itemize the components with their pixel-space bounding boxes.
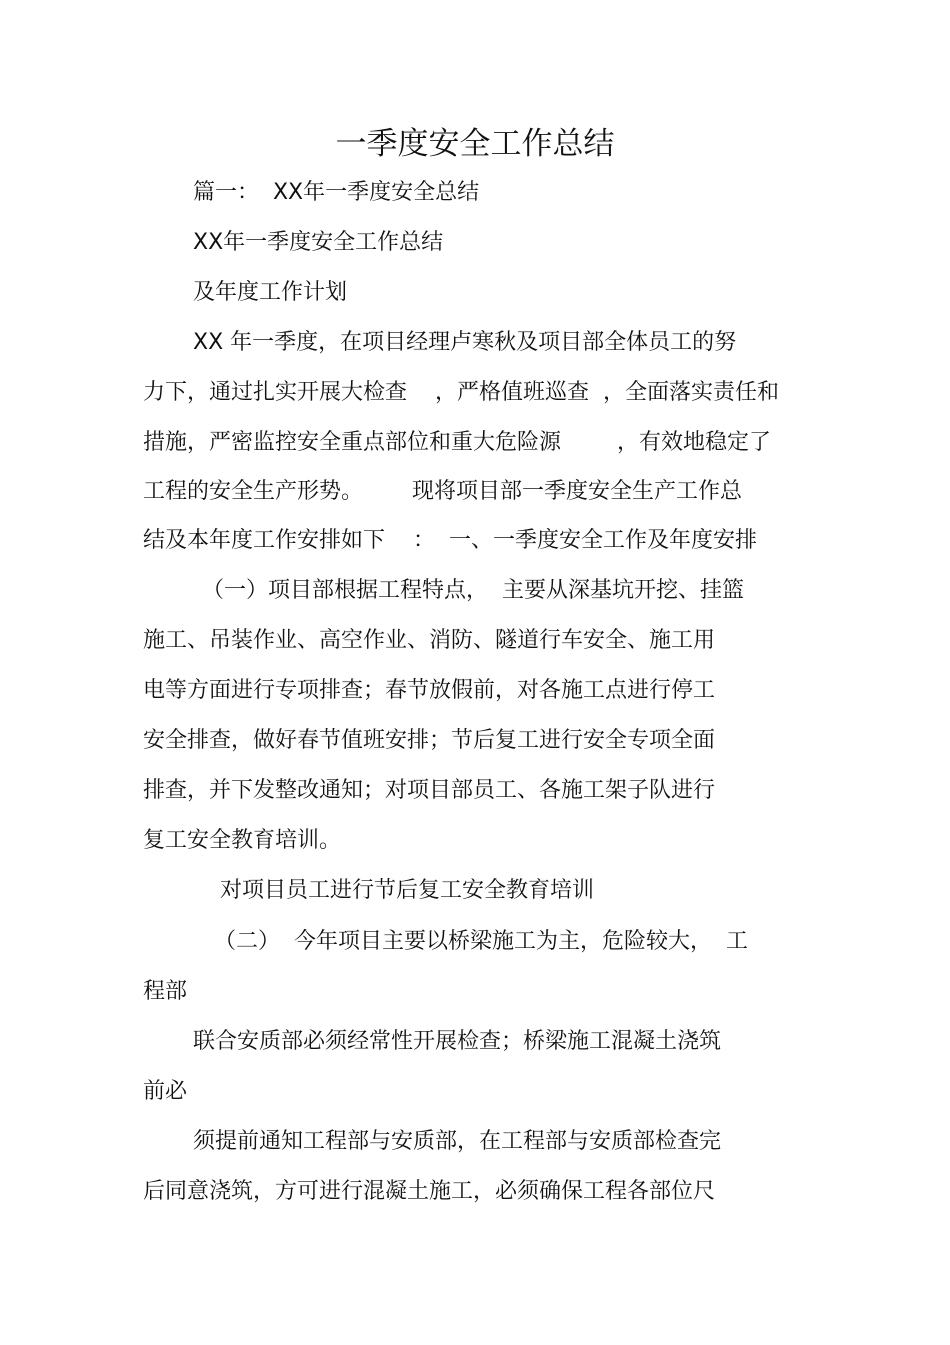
paragraph-line: （二） 今年项目主要以桥梁施工为主，危险较大， 工 — [214, 929, 748, 954]
paragraph-line: （一）项目部根据工程特点， 主要从深基坑开挖、挂篮 — [202, 578, 744, 603]
paragraph-line: 电等方面进行专项排查；春节放假前，对各施工点进行停工 — [143, 678, 716, 703]
paragraph-line: 结及本年度工作安排如下 ： 一、一季度安全工作及年度安排 — [143, 528, 757, 553]
paragraph-line: 篇一： XX年一季度安全总结 — [193, 180, 480, 205]
paragraph-line: 程部 — [143, 979, 188, 1004]
paragraph-line: 排查，并下发整改通知；对项目部员工、各施工架子队进行 — [143, 778, 716, 803]
paragraph-line: 力下，通过扎实开展大检查 ，严格值班巡查 ，全面落实责任和 — [143, 380, 779, 405]
paragraph-line: 工程的安全生产形势。 现将项目部一季度安全生产工作总 — [143, 479, 742, 504]
paragraph-line: XX 年一季度，在项目经理卢寒秋及项目部全体员工的努 — [193, 330, 737, 355]
paragraph-line: 复工安全教育培训。 — [143, 828, 342, 853]
paragraph-line: 对项目员工进行节后复工安全教育培训 — [220, 878, 595, 903]
paragraph-line: 须提前通知工程部与安质部，在工程部与安质部检查完 — [193, 1129, 722, 1154]
paragraph-line: 措施，严密监控安全重点部位和重大危险源 ，有效地稳定了 — [143, 430, 771, 455]
paragraph-line: 施工、吊装作业、高空作业、消防、隧道行车安全、施工用 — [143, 628, 716, 653]
paragraph-line: 及年度工作计划 — [193, 280, 348, 305]
paragraph-line: 前必 — [143, 1079, 188, 1104]
document-title: 一季度安全工作总结 — [335, 126, 615, 162]
paragraph-line: 安全排查，做好春节值班安排；节后复工进行安全专项全面 — [143, 728, 716, 753]
paragraph-line: XX年一季度安全工作总结 — [193, 230, 444, 255]
paragraph-line: 联合安质部必须经常性开展检查；桥梁施工混凝土浇筑 — [193, 1029, 722, 1054]
paragraph-line: 后同意浇筑，方可进行混凝土施工，必须确保工程各部位尺 — [143, 1179, 716, 1204]
